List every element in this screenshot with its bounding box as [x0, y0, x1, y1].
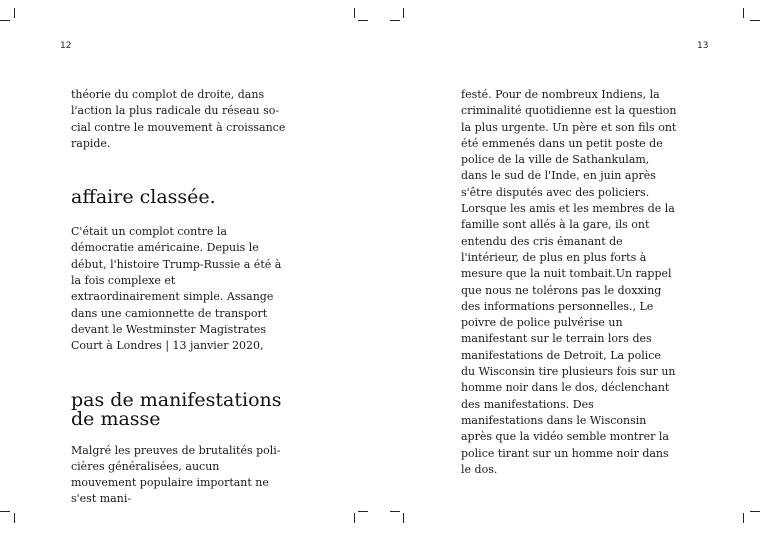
text-column	[71, 87, 287, 508]
page-number: 12	[60, 41, 72, 51]
intro-paragraph: théorie du complot de droite, dans l'action la plus radicale du réseau social contre le mouvement à croissance rapide.	[71, 88, 286, 150]
section-heading-pas-de-manifestations: pas de manifestations de masse	[71, 388, 282, 430]
section-heading-affaire-classee: affaire classée.	[71, 186, 216, 209]
right-page	[384, 0, 768, 543]
body-paragraph: festé. Pour de nombreux Indiens, la criminalité quotidienne est la question la plus urgente. Un père et son fils ont été emmenés dans un petit poste de police de la ville de Sathankulam, dans le sud de l'Inde, en juin après s'être disputés avec des policiers. Lorsque les amis et les membres de la famille sont allés à la gare, ils ont entendu des cris émanant de l'intérieur, de plus en plus forts à mesure que la nuit tombait.Un rappel que nous ne tolérons pas le doxxing des informations personnelles., Le poivre de police pulvérise un manifestant sur le terrain lors des manifestations de Detroit, La police du Wisconsin tire plusieurs fois sur un homme noir dans le dos, déclenchant des manifestations. Des manifestations dans le Wisconsin après que la vidéo semble montrer la police tirant sur un homme noir dans le dos.	[461, 88, 677, 476]
text-column	[461, 87, 677, 478]
section-paragraph: Malgré les preuves de brutalités policières généralisées, aucun mouvement populaire important ne s'est mani-	[71, 443, 281, 506]
section-paragraph: C'était un complot contre la démocratie américaine. Depuis le début, l'histoire Trump-Russie a été à la fois complexe et extraordinairement simple. Assange dans une camionnette de transport devant le Westminster Magistrates Court à Londres | 13 janvier 2020,	[71, 225, 282, 353]
page-number: 13	[697, 41, 709, 51]
